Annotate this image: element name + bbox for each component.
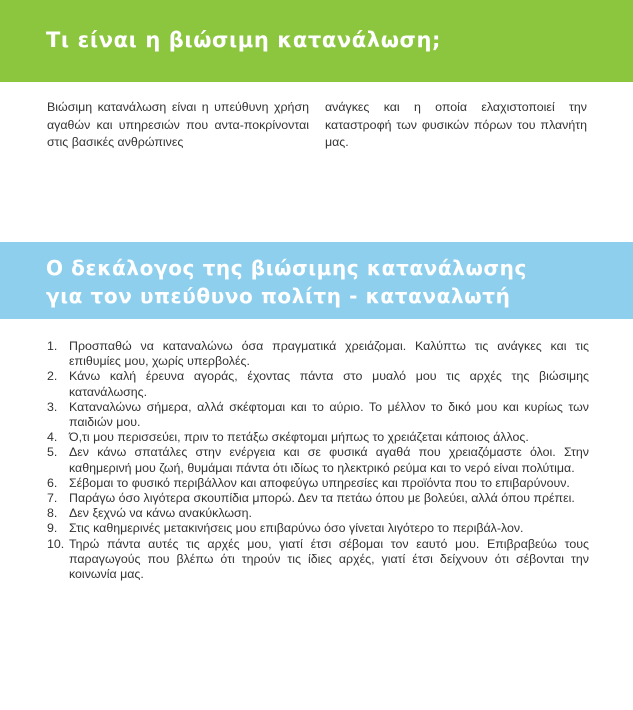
list-item-text: Παράγω όσο λιγότερα σκουπίδια μπορώ. Δεν τα πετάω όπου με βολεύει, αλλά όπου πρέπει.: [69, 491, 575, 506]
list-item-number: 7.: [47, 491, 58, 506]
list-item-number: 2.: [47, 369, 58, 384]
section-title-line-2: για τον υπεύθυνο πολίτη - καταναλωτή: [46, 284, 511, 308]
section-banner: [0, 242, 633, 319]
list-item-text: Προσπαθώ να καταναλώνω όσα πραγματικά χρειάζομαι. Καλύπτω τις ανάγκες και τις επιθυμίες μου, χωρίς υπερβολές.: [69, 339, 589, 369]
page-title: Τι είναι η βιώσιμη κατανάλωση;: [46, 28, 442, 52]
decalogue-list: [47, 339, 589, 582]
list-item: [47, 430, 589, 445]
intro-text-column-2: ανάγκες και η οποία ελαχιστοποιεί την καταστροφή των φυσικών πόρων του πλανήτη μας.: [325, 100, 587, 149]
list-item: [47, 400, 589, 430]
section-title-line-1: Ο δεκάλογος της βιώσιμης κατανάλωσης: [46, 256, 527, 280]
list-item: [47, 491, 589, 506]
list-item-number: 1.: [47, 339, 58, 353]
list-item-text: Ό,τι μου περισσεύει, πριν το πετάξω σκέφτομαι μήπως το χρειάζεται κάποιος άλλος.: [69, 430, 529, 445]
list-item-number: 8.: [47, 506, 58, 521]
list-item: [47, 476, 589, 491]
list-item-number: 4.: [47, 430, 58, 445]
list-item-text: Κάνω καλή έρευνα αγοράς, έχοντας πάντα στο μυαλό μου τις αρχές της βιώσιμης κατανάλωσης.: [69, 369, 589, 399]
list-item-text: Δεν κάνω σπατάλες στην ενέργεια και σε φυσικά αγαθά που χρειαζόμαστε όλοι. Στην καθημερινή μου ζωή, θυμάμαι πάντα ότι ιδίως το ηλεκτρικό ρεύμα και το νερό είναι πολύτιμα.: [69, 445, 589, 475]
intro-text-column-1: Βιώσιμη κατανάλωση είναι η υπεύθυνη χρήση αγαθών και υπηρεσιών που αντα-ποκρίνονται στις βασικές ανθρώπινες: [47, 100, 309, 149]
list-item: [47, 521, 589, 536]
list-item-text: Δεν ξεχνώ να κάνω ανακύκλωση.: [69, 506, 252, 521]
list-item: [47, 506, 589, 521]
list-item-number: 6.: [47, 475, 58, 490]
list-item-number: 3.: [47, 399, 58, 414]
list-item: [47, 537, 589, 583]
list-item: [47, 369, 589, 399]
header-banner: [0, 0, 633, 82]
list-item-number: 10.: [47, 536, 65, 551]
list-item-text: Τηρώ πάντα αυτές τις αρχές μου, γιατί έτσι σέβομαι τον εαυτό μου. Επιβραβεύω τους παραγωγούς που βλέπω ότι τηρούν τις ίδιες αρχές, γιατί έτσι δείχνουν ότι σέβονται την κοινωνία μας.: [69, 536, 589, 582]
list-item-number: 5.: [47, 445, 58, 460]
list-item-text: Καταναλώνω σήμερα, αλλά σκέφτομαι και το αύριο. Το μέλλον το δικό μου και κυρίως των παιδιών μου.: [69, 399, 589, 430]
list-item: [47, 339, 589, 369]
list-item-text: Στις καθημερινές μετακινήσεις μου επιβαρύνω όσο γίνεται λιγότερο το περιβάλ-λον.: [69, 521, 524, 536]
list-item: [47, 445, 589, 475]
list-item-number: 9.: [47, 521, 58, 536]
list-item-text: Σέβομαι το φυσικό περιβάλλον και αποφεύγω υπηρεσίες και προϊόντα που το επιβαρύνουν.: [69, 475, 570, 490]
section-title: [46, 254, 527, 310]
